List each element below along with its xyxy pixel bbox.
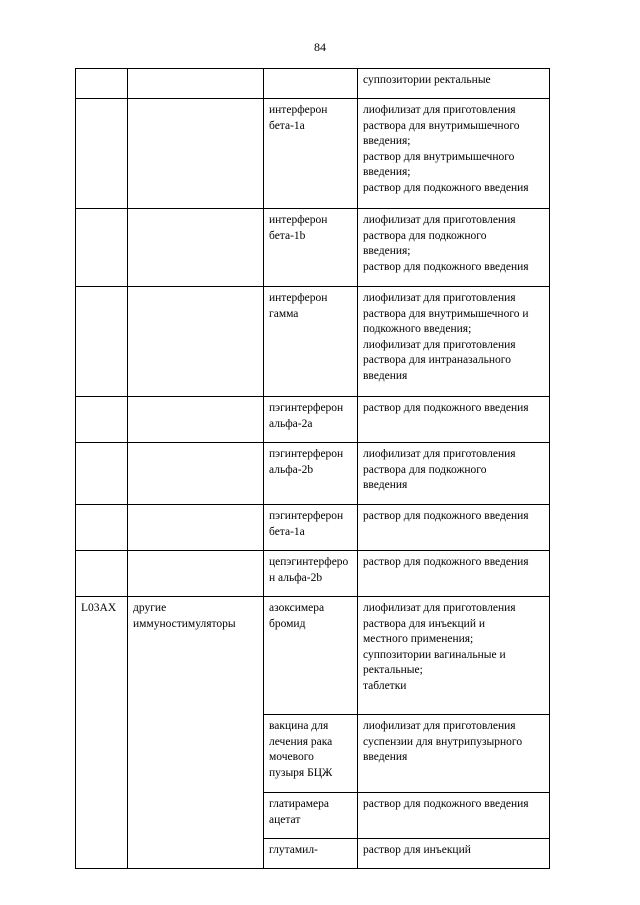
drug-name-cell-text: цепэгинтерферо н альфа-2b [269,556,349,584]
atc-code-cell-text: L03AX [81,602,117,614]
drug-name-cell-text: пэгинтерферон альфа-2b [269,448,344,476]
drug-name-cell [264,443,358,505]
atc-group-cell [128,597,264,869]
drug-name-cell-text: интерферон гамма [269,292,328,320]
atc-code-cell [76,397,128,443]
drug-name-cell-text: глутамил- [269,844,318,856]
drug-table [75,68,550,869]
table-row [76,597,550,715]
atc-group-cell-text: другие иммуностимуляторы [133,602,236,630]
dosage-form-cell-text: раствор для подкожного введения [363,556,529,568]
drug-name-cell [264,99,358,209]
dosage-form-cell [358,397,550,443]
atc-group-cell [128,69,264,99]
dosage-form-cell-text: раствор для подкожного введения [363,510,529,522]
drug-name-cell-text: интерферон бета-1a [269,104,328,132]
drug-name-cell [264,69,358,99]
atc-group-cell [128,551,264,597]
dosage-form-cell-text: лиофилизат для приготовления раствора для внутримышечного введения; раствор для внутримышечного введения; раствор для подкожного введения [363,104,529,194]
atc-code-cell [76,69,128,99]
table-row [76,99,550,209]
drug-name-cell [264,839,358,869]
atc-code-cell [76,551,128,597]
dosage-form-cell-text: лиофилизат для приготовления раствора для подкожного введения; раствор для подкожного введения [363,214,529,273]
dosage-form-cell [358,443,550,505]
dosage-form-cell [358,793,550,839]
dosage-form-cell-text: лиофилизат для приготовления раствора для инъекций и местного применения; суппозитории вагинальные и ректальные; таблетки [363,602,516,692]
table-body [76,69,550,869]
dosage-form-cell-text: раствор для инъекций [363,844,471,856]
drug-name-cell-text: вакцина для лечения рака мочевого пузыря БЦЖ [269,720,333,779]
dosage-form-cell [358,209,550,287]
drug-name-cell-text: азоксимера бромид [269,602,325,630]
table-row [76,69,550,99]
table-row [76,505,550,551]
atc-code-cell [76,209,128,287]
dosage-form-cell-text: суппозитории ректальные [363,74,491,86]
dosage-form-cell [358,597,550,715]
dosage-form-cell-text: лиофилизат для приготовления раствора для подкожного введения [363,448,516,491]
atc-group-cell [128,397,264,443]
atc-group-cell [128,209,264,287]
dosage-form-cell-text: раствор для подкожного введения [363,402,529,414]
atc-group-cell [128,287,264,397]
drug-name-cell [264,209,358,287]
table-row [76,551,550,597]
table-row [76,209,550,287]
atc-group-cell [128,443,264,505]
drug-name-cell [264,397,358,443]
dosage-form-cell [358,551,550,597]
dosage-form-cell [358,505,550,551]
dosage-form-cell [358,99,550,209]
atc-code-cell [76,287,128,397]
drug-name-cell-text: интерферон бета-1b [269,214,328,242]
table-row [76,287,550,397]
atc-code-cell [76,505,128,551]
dosage-form-cell [358,715,550,793]
atc-code-cell [76,597,128,869]
dosage-form-cell [358,69,550,99]
drug-name-cell-text: пэгинтерферон бета-1a [269,510,344,538]
drug-name-cell [264,597,358,715]
table-row [76,397,550,443]
drug-name-cell-text: пэгинтерферон альфа-2a [269,402,344,430]
drug-name-cell [264,715,358,793]
drug-name-cell [264,505,358,551]
drug-name-cell [264,287,358,397]
page-number: 84 [314,40,326,54]
atc-group-cell [128,505,264,551]
drug-name-cell [264,551,358,597]
dosage-form-cell-text: раствор для подкожного введения [363,798,529,810]
dosage-form-cell-text: лиофилизат для приготовления раствора для внутримышечного и подкожного введения; лиофилизат для приготовления раствора для интраназального введения [363,292,529,382]
dosage-form-cell [358,287,550,397]
drug-name-cell [264,793,358,839]
atc-group-cell [128,99,264,209]
drug-name-cell-text: глатирамера ацетат [269,798,329,826]
table-row [76,443,550,505]
atc-code-cell [76,443,128,505]
atc-code-cell [76,99,128,209]
dosage-form-cell-text: лиофилизат для приготовления суспензии для внутрипузырного введения [363,720,523,763]
dosage-form-cell [358,839,550,869]
